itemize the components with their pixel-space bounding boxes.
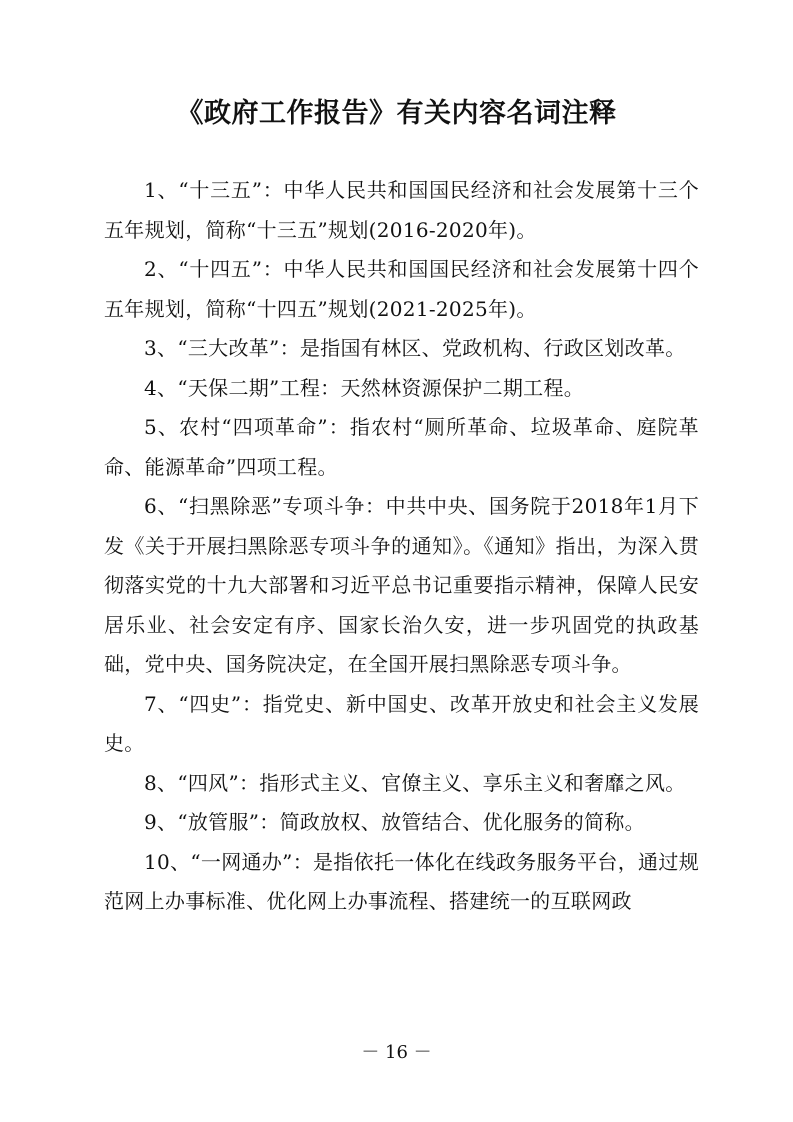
glossary-entry-7: 7、“四史”：指党史、新中国史、改革开放史和社会主义发展史。 xyxy=(104,691,699,755)
glossary-entry-5: 5、农村“四项革命”：指农村“厕所革命、垃圾革命、庭院革命、能源革命”四项工程。 xyxy=(104,415,699,479)
glossary-entry-1: 1、“十三五”：中华人民共和国国民经济和社会发展第十三个五年规划，简称“十三五”规划(2016-2020年)。 xyxy=(104,178,699,242)
glossary-entry-3: 3、“三大改革”：是指国有林区、党政机构、行政区划改革。 xyxy=(144,336,686,360)
glossary-entry-8: 8、“四风”：指形式主义、官僚主义、享乐主义和奢靡之风。 xyxy=(144,770,686,795)
glossary-entry-2: 2、“十四五”：中华人民共和国国民经济和社会发展第十四个五年规划，简称“十四五”规划(2021-2025年)。 xyxy=(104,257,699,321)
glossary-body xyxy=(104,171,699,922)
page-title: 《政府工作报告》有关内容名词注释 xyxy=(176,98,617,129)
page-number: － 16 － xyxy=(361,1042,432,1063)
glossary-entry-9: 9、“放管服”：简政放权、放管结合、优化服务的简称。 xyxy=(144,810,645,834)
glossary-entry-10: 10、“一网通办”：是指依托一体化在线政务服务平台，通过规范网上办事标准、优化网上办事流程、搭建统一的互联网政 xyxy=(104,849,699,913)
glossary-entry-4: 4、“天保二期”工程：天然林资源保护二期工程。 xyxy=(144,375,585,400)
glossary-entry-6: 6、“扫黑除恶”专项斗争：中共中央、国务院于2018年1月下发《关于开展扫黑除恶专项斗争的通知》。《通知》指出，为深入贯彻落实党的十九大部署和习近平总书记重要指示精神，保障人民安居乐业、社会安定有序、国家长治久安，进一步巩固党的执政基础，党中央、国务院决定，在全国开展扫黑除恶专项斗争。 xyxy=(104,494,699,676)
